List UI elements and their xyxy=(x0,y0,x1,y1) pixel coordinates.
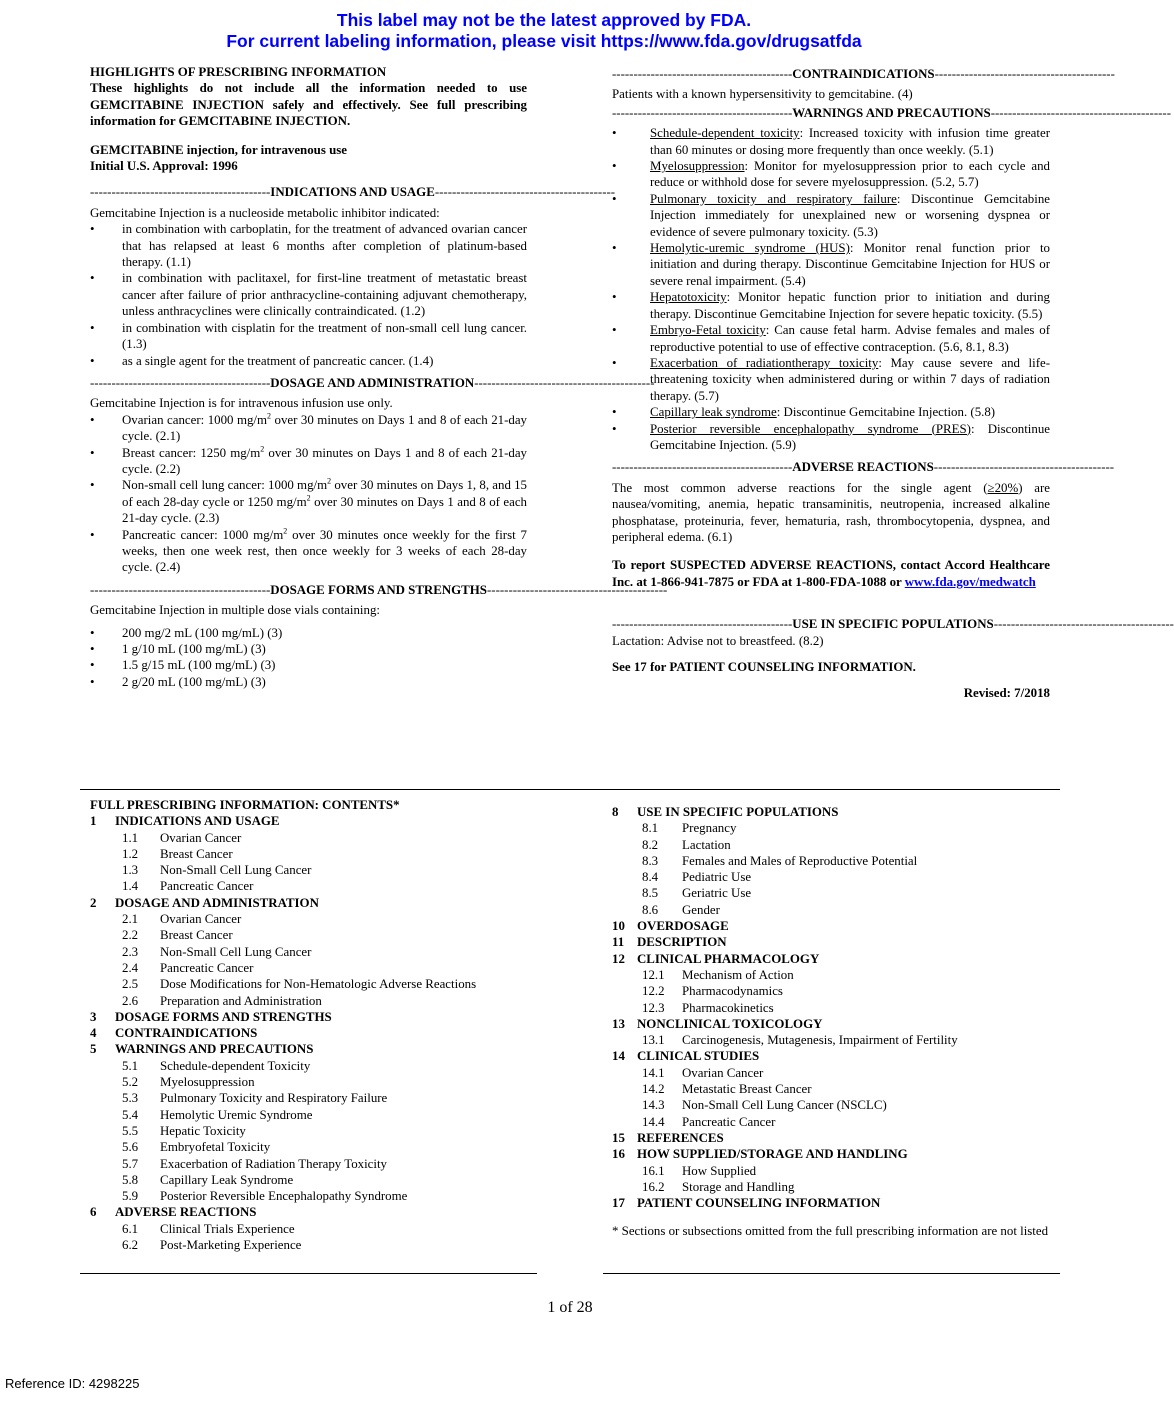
toc-entry[interactable] xyxy=(612,885,1050,901)
toc-entry-number: 2.5 xyxy=(122,977,139,992)
toc-entry[interactable] xyxy=(612,1081,1050,1097)
warnings-list xyxy=(612,125,1050,453)
toc-entry-number: 5.9 xyxy=(122,1189,139,1204)
toc-entry-number: 3 xyxy=(90,1009,97,1024)
toc-entry-title: WARNINGS AND PRECAUTIONS xyxy=(115,1042,314,1057)
toc-entry[interactable] xyxy=(90,911,540,927)
highlights-right-column xyxy=(612,66,1174,702)
toc-entry-title: Hepatic Toxicity xyxy=(160,1123,246,1138)
toc-entry-title: HOW SUPPLIED/STORAGE AND HANDLING xyxy=(637,1147,908,1162)
toc-entry-number: 8.3 xyxy=(642,853,659,868)
list-item: • Breast cancer: 1250 $mg/m^2$ over 30 minutes on Days 1 and 8 of each 21-day cycle. (2.2) xyxy=(90,445,527,478)
toc-entry[interactable] xyxy=(612,951,1050,967)
toc-entry-title: Non-Small Cell Lung Cancer xyxy=(160,863,312,878)
list-item: • Non-small cell lung cancer: 1000 $mg/m^2$ over 30 minutes on Days 1, 8, and 15 of each 28-day cycle or 1250 $mg/m^2$ over 30 minutes on Days 1 and 8 of each 21-day cycle. (2.3) xyxy=(90,477,527,526)
toc-entry[interactable] xyxy=(90,1139,540,1155)
toc-entry-number: 16.2 xyxy=(642,1179,665,1194)
toc-entry-number: 2.4 xyxy=(122,960,139,975)
toc-entry[interactable] xyxy=(90,1156,540,1172)
warnings-heading: ------------------------------------------WARNINGS AND PRECAUTIONS------------------------------------------ xyxy=(612,105,1171,120)
toc-entry-number: 5.3 xyxy=(122,1091,139,1106)
toc-entry-number: 12.2 xyxy=(642,984,665,999)
toc-entry-title: DESCRIPTION xyxy=(637,935,727,950)
toc-entry[interactable] xyxy=(612,1130,1050,1146)
toc-entry-title: Posterior Reversible Encephalopathy Syndrome xyxy=(160,1189,408,1204)
toc-entry-title: Pulmonary Toxicity and Respiratory Failure xyxy=(160,1091,388,1106)
toc-entry[interactable] xyxy=(90,1123,540,1139)
contents-title: FULL PRESCRIBING INFORMATION: CONTENTS* xyxy=(90,798,400,812)
toc-entry-number: 10 xyxy=(612,919,625,934)
list-item: • Posterior reversible encephalopathy syndrome (PRES): Discontinue Gemcitabine Injection. (5.9) xyxy=(612,421,1050,454)
bottom-rule-left xyxy=(80,1273,537,1274)
toc-entry[interactable] xyxy=(612,1097,1050,1113)
toc-entry-number: 5.4 xyxy=(122,1107,139,1122)
toc-entry-number: 14.2 xyxy=(642,1082,665,1097)
toc-entry-title: Hemolytic Uremic Syndrome xyxy=(160,1107,313,1122)
contents-footnote: * Sections or subsections omitted from the full prescribing information are not listed xyxy=(612,1224,1049,1239)
toc-entry[interactable] xyxy=(90,1172,540,1188)
list-item: • Hemolytic-uremic syndrome (HUS): Monitor renal function prior to initiation and during therapy. Discontinue Gemcitabine Injection for HUS or severe renal impairment. (5.4) xyxy=(612,240,1050,289)
toc-entry[interactable] xyxy=(612,853,1050,869)
toc-entry[interactable] xyxy=(612,1032,1050,1048)
toc-entry[interactable] xyxy=(90,1221,540,1237)
toc-entry-title: DOSAGE FORMS AND STRENGTHS xyxy=(115,1009,332,1024)
toc-entry[interactable] xyxy=(90,830,540,846)
toc-entry-number: 8.4 xyxy=(642,870,659,885)
toc-entry-title: Non-Small Cell Lung Cancer xyxy=(160,944,312,959)
populations-heading: ------------------------------------------USE IN SPECIFIC POPULATIONS------------------------------------------ xyxy=(612,617,1174,632)
toc-entry-number: 15 xyxy=(612,1130,625,1145)
list-item: • as a single agent for the treatment of pancreatic cancer. (1.4) xyxy=(90,353,527,369)
toc-entry-title: Carcinogenesis, Mutagenesis, Impairment of Fertility xyxy=(682,1033,958,1048)
toc-entry[interactable] xyxy=(612,902,1050,918)
toc-entry-title: Embryofetal Toxicity xyxy=(160,1140,271,1155)
toc-entry[interactable] xyxy=(90,895,540,911)
toc-entry[interactable] xyxy=(612,837,1050,853)
contents-left-column xyxy=(90,797,540,1253)
toc-entry-number: 5.6 xyxy=(122,1140,139,1155)
toc-entry-number: 1 xyxy=(90,814,97,829)
toc-entry-title: Ovarian Cancer xyxy=(682,1065,764,1080)
toc-entry-title: Pancreatic Cancer xyxy=(160,879,254,894)
toc-entry-number: 8 xyxy=(612,805,619,819)
toc-entry-title: Schedule-dependent Toxicity xyxy=(160,1058,311,1073)
list-item: • Embryo-Fetal toxicity: Can cause fetal harm. Advise females and males of reproductive potential to use of effective contraception. (5.6, 8.1, 8.3) xyxy=(612,322,1050,355)
toc-entry-number: 6 xyxy=(90,1205,97,1220)
forms-heading: ------------------------------------------DOSAGE FORMS AND STRENGTHS------------------------------------------ xyxy=(90,582,668,597)
toc-entry[interactable] xyxy=(612,1163,1050,1179)
toc-entry[interactable] xyxy=(612,869,1050,885)
toc-entry-title: Preparation and Administration xyxy=(160,993,322,1008)
toc-entry[interactable] xyxy=(90,846,540,862)
contraindications-text: Patients with a known hypersensitivity to gemcitabine. (4) xyxy=(612,87,913,102)
toc-entry[interactable] xyxy=(90,960,540,976)
toc-entry-title: CONTRAINDICATIONS xyxy=(115,1026,258,1041)
toc-entry-number: 12 xyxy=(612,951,625,966)
list-item: • Pulmonary toxicity and respiratory failure: Discontinue Gemcitabine Injection immediately for unexplained new or worsening dyspnea or evidence of severe pulmonary toxicity. (5.3) xyxy=(612,191,1050,240)
toc-entry-number: 12.1 xyxy=(642,967,665,982)
toc-entry[interactable] xyxy=(612,1195,1050,1211)
toc-entry[interactable] xyxy=(612,1048,1050,1064)
toc-entry-number: 14.3 xyxy=(642,1098,665,1113)
toc-entry-number: 13 xyxy=(612,1016,625,1031)
toc-entry-number: 5.5 xyxy=(122,1123,139,1138)
list-item: • in combination with cisplatin for the treatment of non-small cell lung cancer. (1.3) xyxy=(90,320,527,353)
initial-approval: Initial U.S. Approval: 1996 xyxy=(90,159,238,174)
toc-entry-number: 4 xyxy=(90,1026,97,1041)
patient-counseling-note: See 17 for PATIENT COUNSELING INFORMATION. xyxy=(612,660,916,674)
toc-entry-title: How Supplied xyxy=(682,1163,757,1178)
toc-entry[interactable] xyxy=(90,1090,540,1106)
toc-entry[interactable] xyxy=(612,1016,1050,1032)
toc-entry-number: 16.1 xyxy=(642,1163,665,1178)
dosage-heading: ------------------------------------------DOSAGE AND ADMINISTRATION------------------------------------------ xyxy=(90,375,655,390)
toc-entry[interactable] xyxy=(90,1204,540,1220)
toc-entry-title: Pancreatic Cancer xyxy=(682,1114,776,1129)
toc-entry-number: 14.4 xyxy=(642,1114,665,1129)
toc-entry-title: PATIENT COUNSELING INFORMATION xyxy=(637,1196,881,1211)
bottom-rule-right xyxy=(603,1273,1060,1274)
list-item: • Schedule-dependent toxicity: Increased toxicity with infusion time greater than 60 minutes or dosing more frequently than once weekly. (5.1) xyxy=(612,125,1050,158)
toc-entry-number: 5.1 xyxy=(122,1058,139,1073)
toc-entry[interactable] xyxy=(90,944,540,960)
toc-entry-number: 1.4 xyxy=(122,879,139,894)
product-name: GEMCITABINE injection, for intravenous use xyxy=(90,142,347,157)
toc-entry-number: 2.1 xyxy=(122,912,139,927)
toc-entry-number: 8.1 xyxy=(642,821,659,836)
toc-entry-number: 14.1 xyxy=(642,1065,665,1080)
adverse-report: To report SUSPECTED ADVERSE REACTIONS, contact Accord Healthcare Inc. at 1-866-941-7875 or FDA at 1-800-FDA-1088 or www.fda.gov/medwatch xyxy=(612,558,1050,589)
list-item: • Capillary leak syndrome: Discontinue Gemcitabine Injection. (5.8) xyxy=(612,404,1050,420)
toc-entry-number: 12.3 xyxy=(642,1000,665,1015)
toc-entry-number: 1.2 xyxy=(122,846,139,861)
toc-entry-title: Post-Marketing Experience xyxy=(160,1238,302,1253)
toc-entry-number: 8.2 xyxy=(642,837,659,852)
toc-entry-number: 11 xyxy=(612,935,625,950)
toc-entry-title: Ovarian Cancer xyxy=(160,912,242,927)
list-item: • Ovarian cancer: 1000 $mg/m^2$ over 30 minutes on Days 1 and 8 of each 21-day cycle. (2.1) xyxy=(90,412,527,445)
toc-entry-title: Dose Modifications for Non-Hematologic Adverse Reactions xyxy=(160,977,477,992)
toc-entry[interactable] xyxy=(90,1009,540,1025)
toc-entry-title: Capillary Leak Syndrome xyxy=(160,1172,294,1187)
toc-entry-title: Metastatic Breast Cancer xyxy=(682,1082,812,1097)
indications-list xyxy=(90,221,527,369)
toc-entry-title: Gender xyxy=(682,902,720,917)
toc-entry[interactable] xyxy=(90,1188,540,1204)
toc-entry-number: 2.3 xyxy=(122,944,139,959)
highlights-left-column xyxy=(90,64,668,690)
toc-entry[interactable] xyxy=(612,1065,1050,1081)
toc-entry[interactable] xyxy=(90,993,540,1009)
toc-entry[interactable] xyxy=(90,878,540,894)
toc-entry-number: 17 xyxy=(612,1196,625,1211)
indications-heading: ------------------------------------------INDICATIONS AND USAGE------------------------------------------ xyxy=(90,185,616,200)
toc-entry[interactable] xyxy=(612,934,1050,950)
list-item: • 2 g/20 mL (100 mg/mL) (3) xyxy=(90,674,527,690)
toc-entry[interactable] xyxy=(90,976,540,992)
toc-entry-title: Exacerbation of Radiation Therapy Toxicity xyxy=(160,1156,388,1171)
toc-entry-number: 1.1 xyxy=(122,830,139,845)
dosage-intro: Gemcitabine Injection is for intravenous infusion use only. xyxy=(90,396,393,411)
revised-date: Revised: 7/2018 xyxy=(963,686,1050,701)
toc-entry-number: 5.2 xyxy=(122,1075,139,1090)
toc-entry-title: OVERDOSAGE xyxy=(637,919,729,934)
list-item: • 1 g/10 mL (100 mg/mL) (3) xyxy=(90,641,527,657)
dosage-list xyxy=(90,412,527,576)
toc-entry[interactable] xyxy=(612,983,1050,999)
toc-entry[interactable] xyxy=(612,804,1050,820)
toc-entry-title: Storage and Handling xyxy=(682,1179,795,1194)
toc-entry-title: Pancreatic Cancer xyxy=(160,960,254,975)
toc-entry-number: 14 xyxy=(612,1049,625,1064)
contents-right-column xyxy=(612,804,1050,1240)
toc-entry[interactable] xyxy=(612,918,1050,934)
highlights-intro: These highlights do not include all the information needed to use GEMCITABINE INJECTION safely and effectively. See full prescribing information for GEMCITABINE INJECTION. xyxy=(90,81,527,129)
toc-entry-title: DOSAGE AND ADMINISTRATION xyxy=(115,895,319,910)
toc-entry-title: Myelosuppression xyxy=(160,1075,255,1090)
toc-entry[interactable] xyxy=(90,1107,540,1123)
toc-entry[interactable] xyxy=(90,1074,540,1090)
toc-entry-title: Clinical Trials Experience xyxy=(160,1221,295,1236)
toc-entry-title: Breast Cancer xyxy=(160,928,233,943)
toc-entry-number: 5 xyxy=(90,1042,97,1057)
toc-entry-title: Pregnancy xyxy=(682,821,737,836)
toc-entry[interactable] xyxy=(612,1114,1050,1130)
toc-entry-title: CLINICAL STUDIES xyxy=(637,1049,760,1064)
section-divider xyxy=(80,789,1060,790)
toc-entry[interactable] xyxy=(90,927,540,943)
list-item: • 1.5 g/15 mL (100 mg/mL) (3) xyxy=(90,657,527,673)
toc-entry-number: 2 xyxy=(90,895,97,910)
toc-entry-number: 2.2 xyxy=(122,928,139,943)
toc-entry-title: Females and Males of Reproductive Potential xyxy=(682,853,918,868)
toc-entry-title: ADVERSE REACTIONS xyxy=(115,1205,257,1220)
toc-entry-title: REFERENCES xyxy=(637,1130,724,1145)
toc-entry-number: 5.8 xyxy=(122,1172,139,1187)
toc-entry-number: 13.1 xyxy=(642,1033,665,1048)
toc-entry-title: Pharmacokinetics xyxy=(682,1000,774,1015)
adverse-heading: ------------------------------------------ADVERSE REACTIONS------------------------------------------ xyxy=(612,460,1115,475)
list-item: • Exacerbation of radiationtherapy toxicity: May cause severe and life-threatening toxicity when administered during or within 7 days of radiation therapy. (5.7) xyxy=(612,355,1050,404)
toc-entry-number: 6.2 xyxy=(122,1238,139,1253)
toc-entry-title: Geriatric Use xyxy=(682,886,752,901)
list-item: • 200 mg/2 mL (100 mg/mL) (3) xyxy=(90,625,527,641)
list-item: • in combination with paclitaxel, for first-line treatment of metastatic breast cancer after failure of prior anthracycline-containing adjuvant chemotherapy, unless anthracyclines were clinically contraindicated. (1.2) xyxy=(90,270,527,319)
toc-entry[interactable] xyxy=(612,820,1050,836)
toc-entry-number: 2.6 xyxy=(122,993,139,1008)
populations-text: Lactation: Advise not to breastfeed. (8.2) xyxy=(612,633,824,648)
toc-entry[interactable] xyxy=(90,1237,540,1253)
toc-entry-title: Mechanism of Action xyxy=(682,967,794,982)
toc-entry[interactable] xyxy=(90,862,540,878)
toc-entry-title: CLINICAL PHARMACOLOGY xyxy=(637,951,820,966)
toc-entry[interactable] xyxy=(612,1146,1050,1162)
page-number: 1 of 28 xyxy=(547,1299,593,1316)
toc-entry[interactable] xyxy=(612,1000,1050,1016)
toc-entry-number: 5.7 xyxy=(122,1156,139,1171)
contraindications-heading: ------------------------------------------CONTRAINDICATIONS------------------------------------------ xyxy=(612,67,1115,81)
toc-entry[interactable] xyxy=(90,1058,540,1074)
forms-intro: Gemcitabine Injection in multiple dose vials containing: xyxy=(90,603,380,618)
toc-entry[interactable] xyxy=(612,1179,1050,1195)
toc-entry-number: 8.6 xyxy=(642,902,659,917)
toc-entry-number: 6.1 xyxy=(122,1221,139,1236)
indications-intro: Gemcitabine Injection is a nucleoside metabolic inhibitor indicated: xyxy=(90,205,440,220)
toc-entry-title: Non-Small Cell Lung Cancer (NSCLC) xyxy=(682,1098,887,1113)
toc-entry-title: Ovarian Cancer xyxy=(160,830,242,845)
toc-entry-number: 16 xyxy=(612,1147,625,1162)
toc-entry[interactable] xyxy=(90,1041,540,1057)
list-item: • Hepatotoxicity: Monitor hepatic function prior to initiation and during therapy. Discontinue Gemcitabine Injection for severe hepatic toxicity. (5.5) xyxy=(612,289,1050,322)
fda-banner-line-1: This label may not be the latest approved by FDA. xyxy=(336,10,752,30)
adverse-text: The most common adverse reactions for the single agent (≥20%) are nausea/vomiting, anemia, hepatic transaminitis, neutropenia, increased alkaline phosphatase, proteinuria, fever, hematuria, rash, thrombocytopenia, dyspnea, and peripheral edema. (6.1) xyxy=(612,480,1050,544)
reference-id: Reference ID: 4298225 xyxy=(5,1376,140,1391)
list-item: • Myelosuppression: Monitor for myelosuppression prior to each cycle and reduce or withhold dose for severe myelosuppression. (5.2, 5.7) xyxy=(612,158,1050,191)
list-item: • in combination with carboplatin, for the treatment of advanced ovarian cancer that has relapsed at least 6 months after completion of platinum-based therapy. (1.1) xyxy=(90,221,527,270)
highlights-title: HIGHLIGHTS OF PRESCRIBING INFORMATION xyxy=(90,65,387,79)
fda-banner-line-2: For current labeling information, please visit https://www.fda.gov/drugsatfda xyxy=(226,31,862,51)
medwatch-link[interactable]: www.fda.gov/medwatch xyxy=(904,574,1036,589)
list-item: • Pancreatic cancer: 1000 $mg/m^2$ over 30 minutes once weekly for the first 7 weeks, then one week rest, then once weekly for 3 weeks of each 28-day cycle. (2.4) xyxy=(90,527,527,576)
toc-entry-title: Pharmacodynamics xyxy=(682,984,783,999)
toc-entry-title: Lactation xyxy=(682,837,731,852)
toc-entry-title: Breast Cancer xyxy=(160,846,233,861)
toc-entry[interactable] xyxy=(90,1025,540,1041)
toc-entry[interactable] xyxy=(90,813,540,829)
toc-entry-number: 8.5 xyxy=(642,886,659,901)
toc-entry-number: 1.3 xyxy=(122,863,139,878)
toc-entry[interactable] xyxy=(612,967,1050,983)
toc-entry-title: INDICATIONS AND USAGE xyxy=(115,814,280,829)
toc-entry-title: Pediatric Use xyxy=(682,870,752,885)
forms-list xyxy=(90,625,527,691)
toc-entry-title: USE IN SPECIFIC POPULATIONS xyxy=(637,805,839,819)
toc-entry-title: NONCLINICAL TOXICOLOGY xyxy=(637,1016,823,1031)
